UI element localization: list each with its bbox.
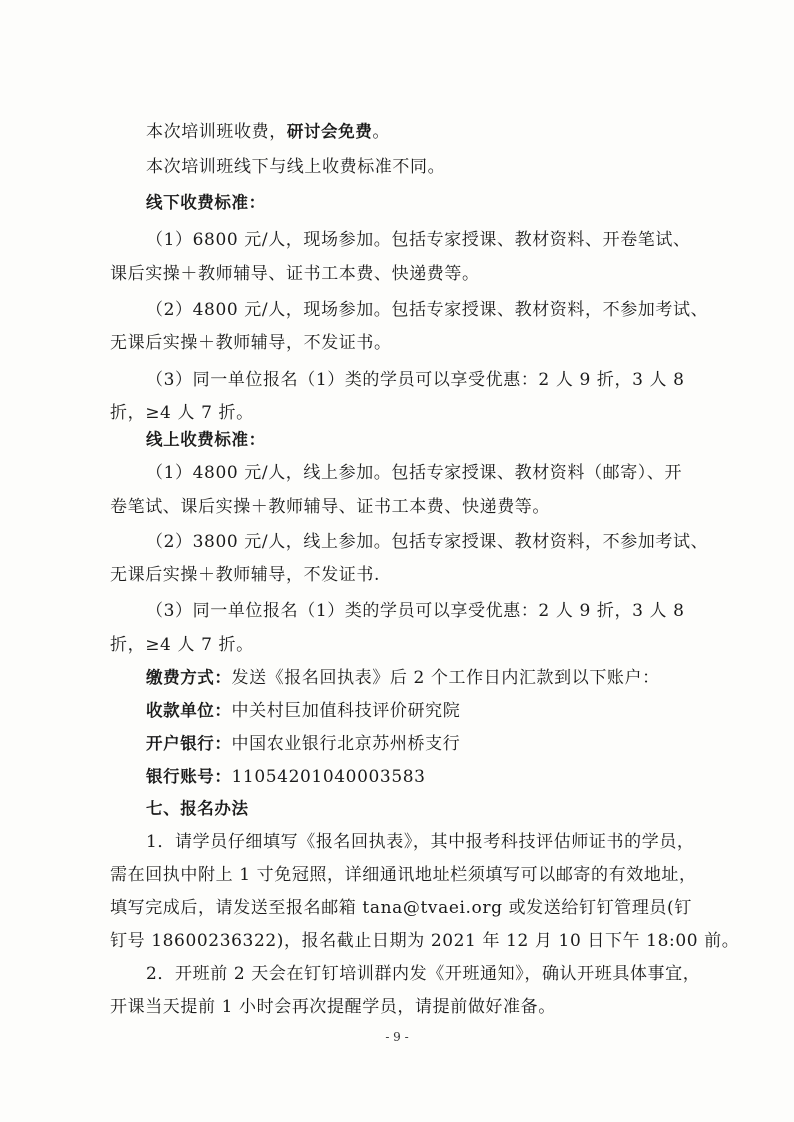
bank-line bbox=[146, 732, 711, 756]
registration-p2-line2: 开课当天提前 1 小时会再次提醒学员，请提前做好准备。 bbox=[110, 997, 556, 1017]
online-item3-line1: （3）同一单位报名（1）类的学员可以享受优惠：2 人 9 折，3 人 8 bbox=[146, 601, 685, 621]
account-value: 11054201040003583 bbox=[231, 767, 426, 787]
online-item1-line1: （1）4800 元/人，线上参加。包括专家授课、教材资料（邮寄）、开 bbox=[146, 463, 683, 483]
bank-value: 中国农业银行北京苏州桥支行 bbox=[231, 734, 461, 754]
offline-item1-line2: 课后实操＋教师辅导、证书工本费、快递费等。 bbox=[110, 264, 480, 284]
payee-value: 中关村巨加值科技评价研究院 bbox=[231, 701, 461, 721]
fee-intro-text: 本次培训班收费， bbox=[146, 122, 287, 142]
payment-method-label: 缴费方式： bbox=[146, 668, 232, 687]
registration-p1-line1: 1．请学员仔细填写《报名回执表》，其中报考科技评估师证书的学员， bbox=[146, 832, 695, 852]
offline-item2-line1: （2）4800 元/人，现场参加。包括专家授课、教材资料，不参加考试、 bbox=[146, 300, 709, 320]
registration-p2-line1: 2．开班前 2 天会在钉钉培训群内发《开班通知》，确认开班具体事宜， bbox=[146, 964, 701, 984]
registration-heading: 七、报名办法 bbox=[146, 799, 249, 818]
payee-line bbox=[146, 699, 711, 723]
fee-intro-line1 bbox=[146, 120, 711, 144]
page-number: - 9 - bbox=[385, 1030, 409, 1044]
offline-item3-line2: 折，≥4 人 7 折。 bbox=[110, 403, 254, 423]
account-line bbox=[146, 765, 711, 789]
online-heading: 线上收费标准： bbox=[146, 430, 266, 449]
registration-p1-line3: 填写完成后，请发送至报名邮箱 tana@tvaei.org 或发送给钉钉管理员(钉 bbox=[110, 898, 692, 918]
online-item2-line1: （2）3800 元/人，线上参加。包括专家授课、教材资料，不参加考试、 bbox=[146, 532, 709, 552]
fee-intro-suffix: 。 bbox=[372, 122, 390, 142]
fee-intro-line2: 本次培训班线下与线上收费标准不同。 bbox=[146, 157, 446, 177]
payment-method-value: 发送《报名回执表》后 2 个工作日内汇款到以下账户： bbox=[231, 668, 660, 688]
online-item1-line2: 卷笔试、课后实操＋教师辅导、证书工本费、快递费等。 bbox=[110, 497, 550, 517]
offline-item2-line2: 无课后实操＋教师辅导，不发证书。 bbox=[110, 333, 392, 353]
offline-item3-line1: （3）同一单位报名（1）类的学员可以享受优惠：2 人 9 折，3 人 8 bbox=[146, 370, 685, 390]
payment-method-line bbox=[146, 666, 711, 690]
seminar-free-text: 研讨会免费 bbox=[286, 122, 373, 141]
offline-heading: 线下收费标准： bbox=[146, 193, 266, 212]
payee-label: 收款单位： bbox=[146, 701, 232, 720]
online-item2-line2: 无课后实操＋教师辅导，不发证书. bbox=[110, 565, 381, 585]
online-item3-line2: 折，≥4 人 7 折。 bbox=[110, 635, 254, 655]
registration-p1-line2: 需在回执中附上 1 寸免冠照，详细通讯地址栏须填写可以邮寄的有效地址， bbox=[110, 865, 697, 885]
registration-p1-line4: 钉号 18600236322)，报名截止日期为 2021 年 12 月 10 日下午 18:00 前。 bbox=[110, 931, 740, 951]
account-label: 银行账号： bbox=[146, 767, 232, 786]
offline-item1-line1: （1）6800 元/人，现场参加。包括专家授课、教材资料、开卷笔试、 bbox=[146, 230, 691, 250]
bank-label: 开户银行： bbox=[146, 734, 232, 753]
